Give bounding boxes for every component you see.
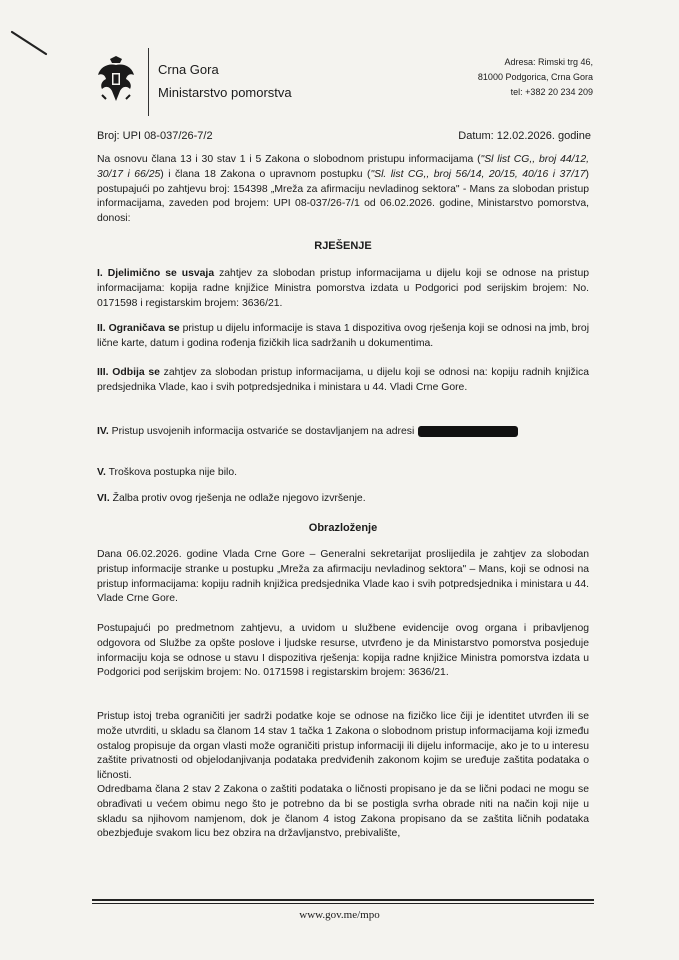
- reasoning-paragraph-1: Dana 06.02.2026. godine Vlada Crne Gore – Generalni sekretarijat proslijedila je zahtjev za slobodan pristup informacije stranke u postupku „Mreža za afirmaciju nevladinog sektora" – Mans, koji se odnosi na pristup informacijama: kopiju radnih knjižica predsjednika Vlade kao i svih potpredsjednika i ministara u 44. Vlade Crne Gore.: [97, 549, 589, 605]
- document-number: Broj: UPI 08-037/26-7/2: [97, 130, 213, 142]
- intro-paragraph: Na osnovu člana 13 i 30 stav 1 i 5 Zakona o slobodnom pristupu informacijama ("Sl list CG,, broj 44/12, 30/17 i 66/25) i člana 18 Zakona o upravnom postupku ("Sl. list CG,, broj 56/14, 20/15, 40/16 i 37/17) postupajući po zahtjevu broj: 154398 „Mreža za afirmaciju nevladinog sektora" - Mans za slobodan pristup informacijama, zaveden pod brojem: UPI 08-037/26-7/1 od 06.02.2026. godine, Ministarstvo pomorstva, donosi:: [97, 154, 589, 225]
- header-divider: [148, 48, 149, 116]
- reasoning-title: Obrazloženje: [308, 522, 378, 534]
- item-i: I. Djelimično se usvaja zahtjev za slobodan pristup informacijama u dijelu koji se odnose na pristup informacijama: kopija radne knjižice Ministra pomorstva izdata u Podgorici pod serijskim brojem: No. 0171598 i registarskim brojem: 3636/21.: [97, 268, 589, 309]
- item-ii: II. Ograničava se pristup u dijelu informacije is stava 1 dispozitiva ovog rješenja koji se odnosi na jmb, broj lične karte, datum i godina rođenja fizičkih lica sadržanih u dokumentima.: [97, 323, 590, 349]
- item-iv: IV. Pristup usvojenih informacija ostvariće se dostavljanjem na adresi: [97, 425, 589, 440]
- ministry-name: Ministarstvo pomorstva: [158, 85, 292, 100]
- reasoning-paragraph-3: Pristup istoj treba ograničiti jer sadrži podatke koje se odnose na fizičko lice čiji je identitet utvrđen ili se može utvrditi, u skladu sa članom 14 stav 1 tačka 1 Zakona o slobodnom pristup informacijama koji između ostalog propisuje da organ vlasti može ograničiti pristup informaciji ili dijelu informacije, ako je to u interesu zaštite privatnosti od objelodanjivanja podataka predviđenih zakonom kojim se uređuje zaštita podataka o ličnosti.: [97, 711, 589, 782]
- footer-rule: [92, 899, 594, 901]
- reasoning-paragraph-4: Odredbama člana 2 stav 2 Zakona o zaštiti podataka o ličnosti propisano je da se lični podaci ne mogu se obrađivati u većem obimu nego što je potrebno da bi se postigla svrha obrade niti na način koji nije u skladu sa njihovom namjenom, dok je članom 4 istog Zakona propisano da se zaštita ličnih podataka obezbjeđuje svakom licu bez obzira na državljanstvo, prebivalište,: [97, 784, 589, 840]
- footer-rule-thin: [92, 903, 594, 904]
- address-block: [478, 55, 593, 100]
- footer-website: www.gov.me/mpo: [299, 909, 380, 921]
- item-vi: VI. Žalba protiv ovog rješenja ne odlaže njegovo izvršenje.: [97, 493, 366, 504]
- reasoning-paragraph-2: Postupajući po predmetnom zahtjevu, a uvidom u službene evidencije ovog organa i pribavljenog odgovora od Službe za opšte poslove i ljudske resurse, utvrđeno je da Ministarstvo pomorstva posjeduje informaciju koja se odnose u stavu I dispozitiva rješenja: kopija radne knjižice Ministra pomorstva izdata u Podgorici pod serijskim brojem: No. 0171598 i registarskim brojem: 3636/21.: [97, 623, 589, 679]
- address-phone: tel: +382 20 234 209: [510, 87, 593, 97]
- item-iii: III. Odbija se zahtjev za slobodan pristup informacijama, u dijelu koji se odnosi na: kopiju radnih knjižica predsjednika Vlade, kao i svih potpredsjednika i ministara u 44. Vladi Crne Gore.: [97, 367, 589, 393]
- document-date: Datum: 12.02.2026. godine: [458, 130, 591, 142]
- item-v: V. Troškova postupka nije bilo.: [97, 467, 237, 478]
- country-name: Crna Gora: [158, 62, 219, 77]
- coat-of-arms-icon: [96, 55, 136, 105]
- redacted-address: [418, 426, 518, 437]
- address-city: 81000 Podgorica, Crna Gora: [477, 72, 593, 82]
- decision-title: RJEŠENJE: [314, 240, 372, 252]
- address-street: Adresa: Rimski trg 46,: [504, 57, 593, 67]
- pen-mark-icon: [10, 28, 50, 56]
